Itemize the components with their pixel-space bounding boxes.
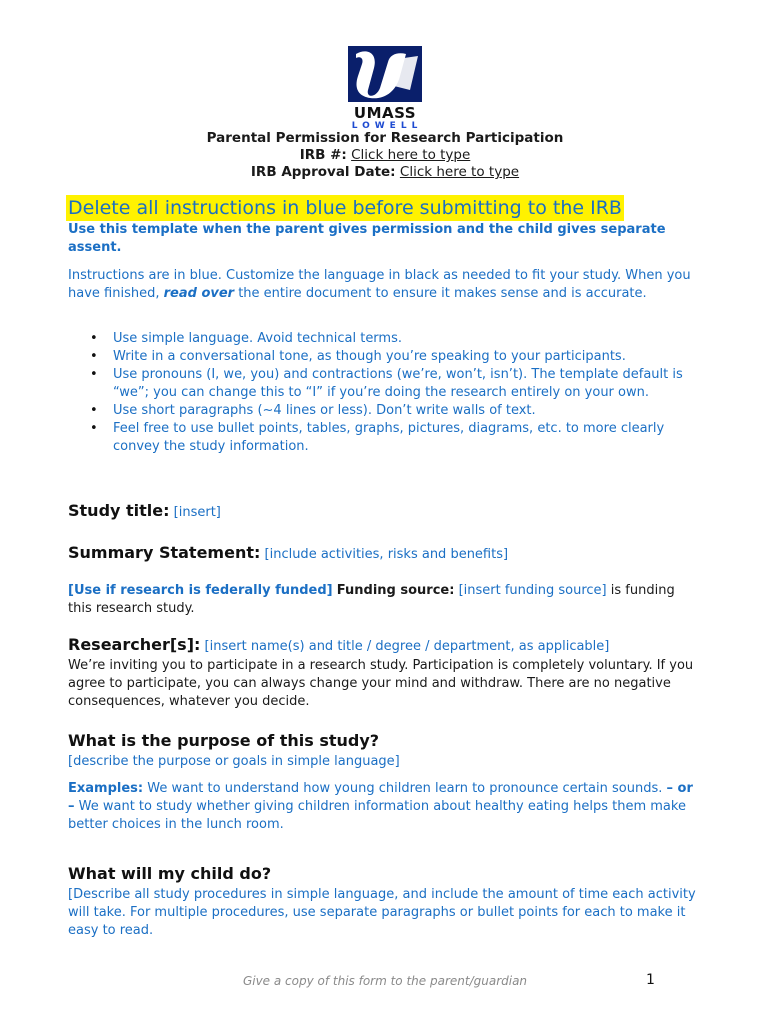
irb-number-line — [0, 147, 770, 163]
logo-mark — [348, 46, 422, 102]
list-item: • Use simple language. Avoid technical terms. — [90, 331, 402, 346]
instructions-paragraph — [68, 267, 708, 303]
study-title-placeholder: [insert] — [173, 505, 221, 520]
logo-umass-text: UMASS — [353, 104, 417, 122]
examples-or: – or – — [68, 781, 693, 814]
instructions-bullet-list — [68, 330, 708, 456]
funding-placeholder: [insert funding source] — [458, 583, 607, 598]
instructions-text-a: Instructions are in blue. Customize the language in black as needed to fit your study. When you have finished, — [68, 268, 691, 301]
funding-label: Funding source: — [336, 583, 455, 598]
irb-approval-field[interactable]: Click here to type — [399, 164, 520, 180]
irb-number-field[interactable]: Click here to type — [351, 147, 471, 163]
bullet-text: Feel free to use bullet points, tables, graphs, pictures, diagrams, etc. to more clearly convey the study information. — [113, 421, 665, 454]
funding-suffix: is funding this research study. — [68, 583, 675, 616]
examples-text-a: We want to understand how young children learn to pronounce certain sounds. — [143, 781, 667, 796]
instructions-subhead: Use this template when the parent gives permission and the child gives separate assent. — [68, 222, 666, 255]
researchers-body: We’re inviting you to participate in a research study. Participation is completely voluntary. If you agree to participate, you can always change your mind and withdraw. There are no negative consequences, whatever you decide. — [68, 658, 694, 709]
footer-note: Give a copy of this form to the parent/guardian — [242, 974, 528, 988]
list-item: • Write in a conversational tone, as though you’re speaking to your participants. — [90, 349, 626, 364]
bullet-text: Write in a conversational tone, as though you’re speaking to your participants. — [113, 349, 626, 364]
list-item: • Feel free to use bullet points, tables, graphs, pictures, diagrams, etc. to more clearly convey the study information. — [90, 421, 665, 454]
irb-approval-line — [0, 164, 770, 180]
child-do-heading: What will my child do? — [68, 864, 272, 883]
summary-placeholder: [include activities, risks and benefits] — [264, 547, 509, 562]
list-item: • Use pronouns (I, we, you) and contractions (we’re, won’t, isn’t). The template default is “we”; you can change this to “I” if you’re doing the research entirely on your own. — [90, 367, 683, 400]
purpose-placeholder: [describe the purpose or goals in simple language] — [68, 754, 400, 769]
purpose-heading: What is the purpose of this study? — [68, 731, 380, 750]
bullet-text: Use simple language. Avoid technical terms. — [113, 331, 402, 346]
instructions-text-b: the entire document to ensure it makes sense and is accurate. — [234, 286, 647, 301]
study-title-label: Study title: — [68, 501, 170, 520]
document-title: Parental Permission for Research Participation — [206, 130, 564, 146]
researchers-placeholder: [insert name(s) and title / degree / department, as applicable] — [204, 639, 610, 654]
funding-condition: [Use if research is federally funded] — [68, 583, 333, 598]
instructions-banner: Delete all instructions in blue before submitting to the IRB — [68, 197, 622, 219]
irb-approval-label: IRB Approval Date: — [250, 164, 396, 180]
instructions-emphasis: read over — [163, 286, 235, 301]
summary-row — [68, 544, 708, 564]
bullet-text: Use pronouns (I, we, you) and contractions (we’re, won’t, isn’t). The template default is “we”; you can change this to “I” if you’re doing the research entirely on your own. — [113, 367, 683, 400]
child-do-body: [Describe all study procedures in simple language, and include the amount of time each activity will take. For multiple procedures, use separate paragraphs or bullet points for each to make it easy to read. — [68, 887, 696, 938]
funding-paragraph — [68, 582, 698, 618]
logo-lowell-text: LOWELL — [351, 121, 423, 131]
logo-u-glyph-icon — [348, 46, 422, 102]
page-number: 1 — [646, 972, 655, 988]
study-title-row — [68, 502, 708, 522]
researchers-row — [68, 636, 708, 656]
purpose-examples — [68, 780, 703, 834]
bullet-text: Use short paragraphs (~4 lines or less). Don’t write walls of text. — [113, 403, 536, 418]
examples-text-b: We want to study whether giving children information about healthy eating helps them make better choices in the lunch room. — [68, 799, 686, 832]
irb-number-label: IRB #: — [299, 147, 347, 163]
examples-label: Examples: — [68, 781, 144, 796]
researchers-label: Researcher[s]: — [68, 635, 201, 654]
summary-label: Summary Statement: — [68, 543, 261, 562]
umass-lowell-logo — [346, 46, 424, 132]
list-item: • Use short paragraphs (~4 lines or less). Don’t write walls of text. — [90, 403, 536, 418]
